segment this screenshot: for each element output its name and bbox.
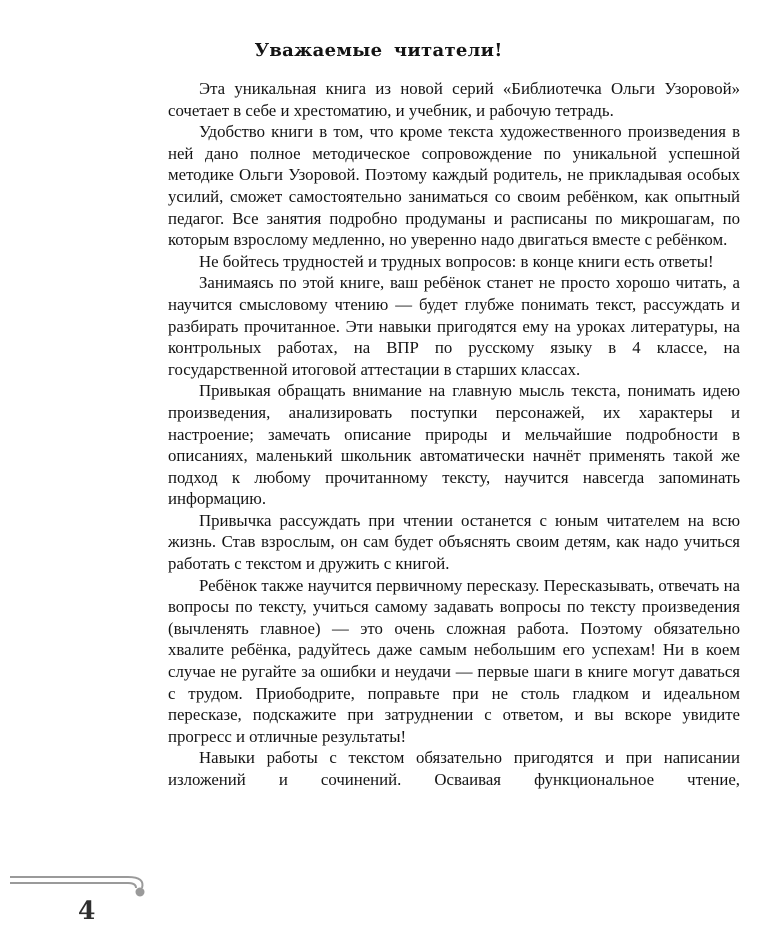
paragraph: Не бойтесь трудностей и трудных вопросов: в конце книги есть ответы! bbox=[199, 251, 714, 271]
paragraph: Эта уникальная книга из новой серий «Библиотечка Ольги Узоровой» сочетает в себе и хрестоматию, и учебник, и рабочую тетрадь. bbox=[168, 79, 740, 120]
body-text bbox=[168, 78, 740, 791]
page-title: Уважаемые читатели! bbox=[254, 40, 503, 62]
paragraph: Удобство книги в том, что кроме текста художественного произведения в ней дано полное методическое сопровождение по уникальной успешной методике Ольги Узоровой. Поэтому каждый родитель, не прикладывая особых усилий, сможет самостоятельно заниматься со своим ребёнком, как опытный педагог. Все занятия подробно продуманы и расписаны по микрошагам, по которым взрослому медленно, но уверенно надо двигаться вместе с ребёнком. bbox=[168, 122, 740, 250]
page-number: 4 bbox=[78, 896, 96, 925]
paragraph: Занимаясь по этой книге, ваш ребёнок станет не просто хорошо читать, а научится смысловому чтению — будет глубже понимать текст, рассуждать и разбирать прочитанное. Эти навыки пригодятся ему на уроках литературы, на контрольных работах, на ВПР по русскому языку в 4 классе, на государственной итоговой аттестации в старших классах. bbox=[168, 273, 740, 379]
paragraph: Ребёнок также научится первичному пересказу. Пересказывать, отвечать на вопросы по тексту, учиться самому задавать вопросы по тексту произведения (вычленять главное) — это очень сложная работа. Поэтому обязательно хвалите ребёнка, радуйтесь даже самым небольшим его успехам! Ни в коем случае не ругайте за ошибки и неудачи — первые шаги в книге могут даваться с трудом. Приободрите, поправьте при не столь гладком и идеальном пересказе, подскажите при затруднении с ответом, и вы вскоре увидите прогресс и отличные результаты! bbox=[168, 575, 740, 746]
paragraph: Привыкая обращать внимание на главную мысль текста, понимать идею произведения, анализировать поступки персонажей, их характеры и настроение; замечать описание природы и мельчайшие подробности в описаниях, маленький школьник автоматически начнёт применять такой же подход к любому прочитанному тексту, научится навсегда запоминать информацию. bbox=[168, 381, 740, 509]
paragraph: Привычка рассуждать при чтении останется с юным читателем на всю жизнь. Став взрослым, он сам будет объяснять своим детям, как надо учиться работать с текстом и дружить с книгой. bbox=[168, 510, 740, 574]
paragraph: Навыки работы с текстом обязательно пригодятся и при написании изложений и сочинений. Осваивая функциональное чтение, bbox=[168, 748, 740, 789]
